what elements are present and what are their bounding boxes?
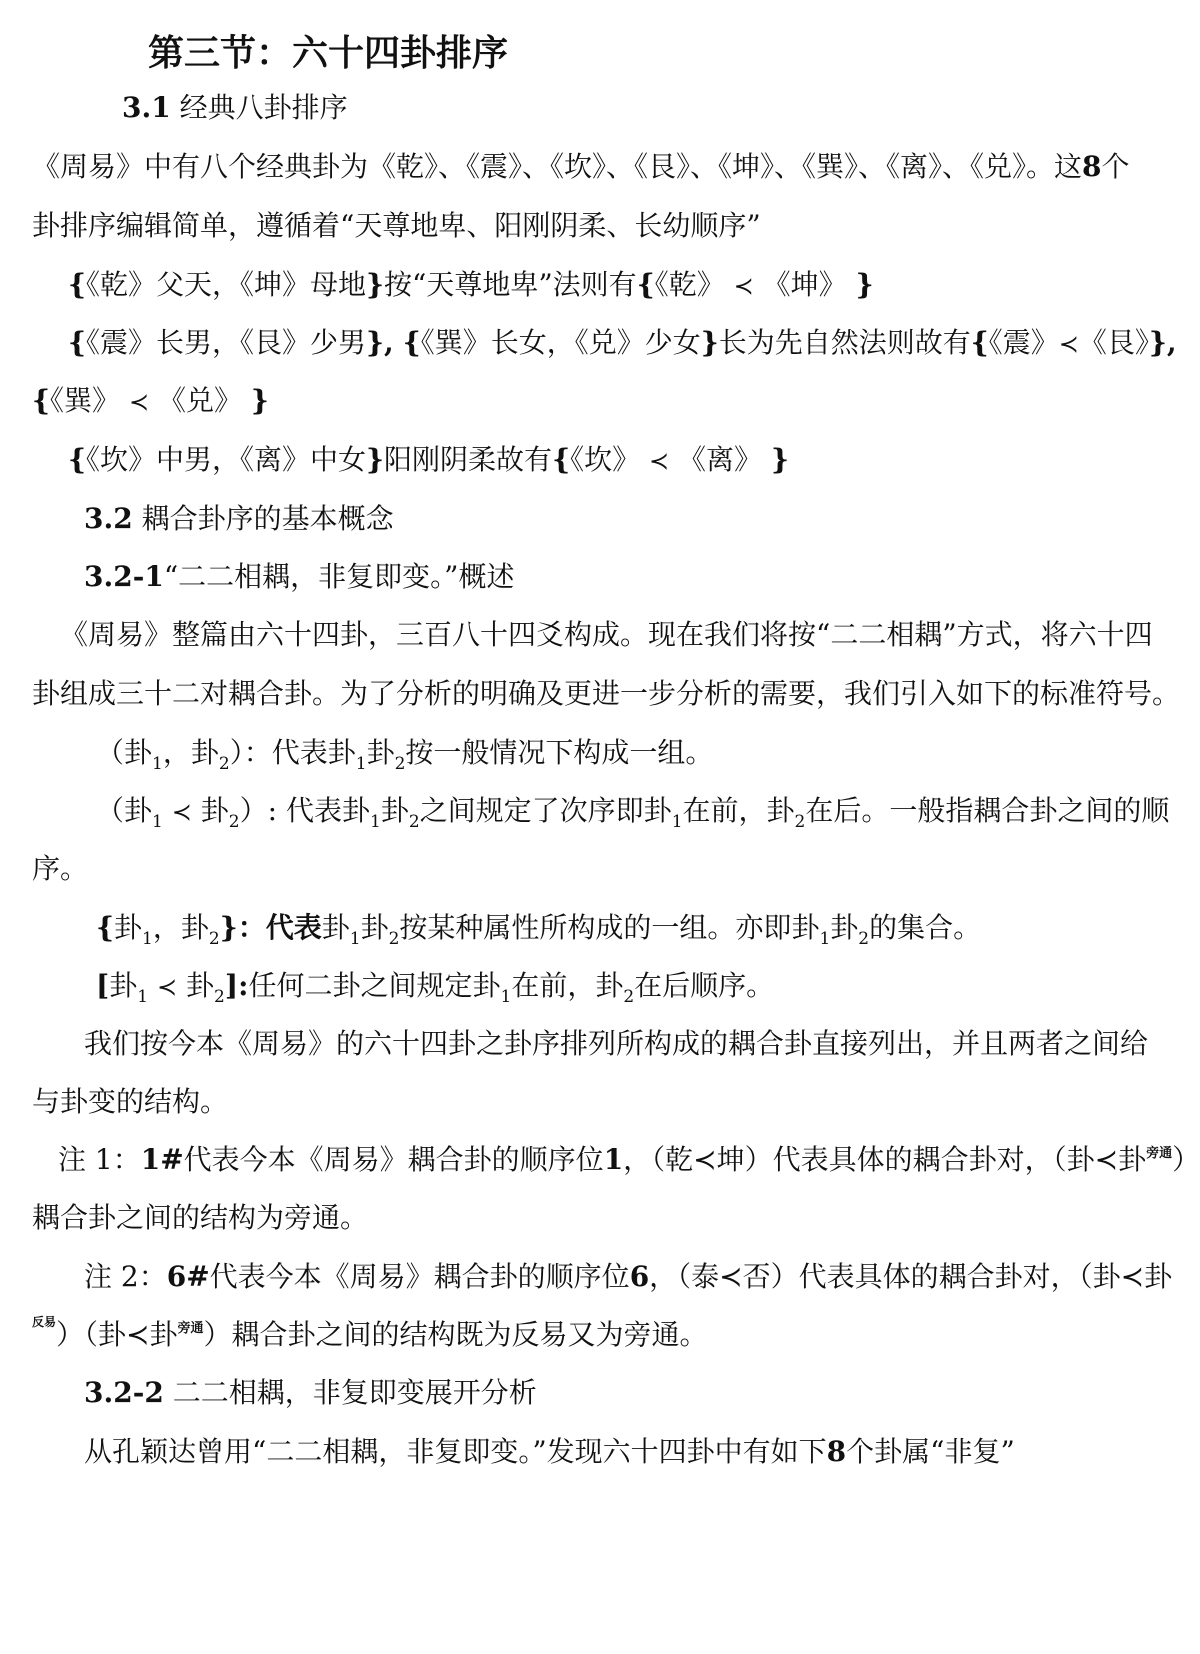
paragraph-1-line-2: 卦排序编辑简单，遵循着“天尊地卑、阳刚阴柔、长幼顺序” (32, 209, 761, 242)
paragraph-2-line-1: 《周易》整篇由六十四卦，三百八十四爻构成。现在我们将按“二二相耦”方式，将六十四 (60, 618, 1153, 651)
note-1-line-1: 注 1：1#代表今本《周易》耦合卦的顺序位1，（乾≺坤）代表具体的耦合卦对，（卦≺卦$^{旁通}$） (58, 1143, 1200, 1176)
paragraph-3-line-2: 与卦变的结构。 (32, 1085, 229, 1118)
heading-3-2: 3.2 耦合卦序的基本概念 (84, 502, 394, 535)
definition-bracket-order: [卦$_1$ ≺ 卦$_2$]:任何二卦之间规定卦$_1$在前，卦$_2$在后顺序。 (96, 969, 775, 1007)
definition-set: {卦$_1$，卦$_2$}：代表卦$_1$卦$_2$按某种属性所构成的一组。亦即卦$_1$卦$_2$的集合。 (96, 911, 982, 949)
definition-ordered-pair-line-1: （卦$_1$ ≺ 卦$_2$）: 代表卦$_1$卦$_2$之间规定了次序即卦$_1$在前，卦$_2$在后。一般指耦合卦之间的顺 (96, 794, 1170, 832)
section-title: 第三节：六十四卦排序 (148, 32, 509, 74)
paragraph-4: 从孔颖达曾用“二二相耦，非复即变。”发现六十四卦中有如下8个卦属“非复” (84, 1435, 1015, 1468)
heading-3-2-1: 3.2-1“二二相耦，非复即变。”概述 (84, 560, 515, 593)
rule-zhen-gen-line-2: {《巽》 ≺ 《兑》 } (32, 384, 269, 417)
definition-unordered-pair: （卦$_1$，卦$_2$）：代表卦$_1$卦$_2$按一般情况下构成一组。 (96, 736, 714, 774)
paragraph-3-line-1: 我们按今本《周易》的六十四卦之卦序排列所构成的耦合卦直接列出，并且两者之间给 (84, 1027, 1149, 1060)
note-2-line-2: $^{反易}$）（卦≺卦$^{旁通}$）耦合卦之间的结构既为反易又为旁通。 (32, 1315, 708, 1351)
heading-3-2-2: 3.2-2 二二相耦，非复即变展开分析 (84, 1376, 537, 1409)
paragraph-1-line-1: 《周易》中有八个经典卦为《乾》、《震》、《坎》、《艮》、《坤》、《巽》、《离》、《兑》。这8个 (32, 150, 1130, 183)
rule-zhen-gen-line-1: {《震》长男，《艮》少男}, {《巽》长女，《兑》少女}长为先自然法则故有{《震》≺《艮》}, (68, 326, 1177, 359)
heading-3-1: 3.1 经典八卦排序 (122, 91, 348, 124)
rule-kan-li: {《坎》中男，《离》中女}阳刚阴柔故有{《坎》 ≺ 《离》 } (68, 443, 789, 476)
rule-qian-kun: {《乾》父天，《坤》母地}按“天尊地卑”法则有{《乾》 ≺ 《坤》 } (68, 268, 874, 301)
paragraph-2-line-2: 卦组成三十二对耦合卦。为了分析的明确及更进一步分析的需要，我们引入如下的标准符号。 (32, 677, 1181, 710)
note-1-line-2: 耦合卦之间的结构为旁通。 (32, 1201, 369, 1234)
definition-ordered-pair-line-2: 序。 (32, 852, 89, 885)
note-2-line-1: 注 2：6#代表今本《周易》耦合卦的顺序位6，（泰≺否）代表具体的耦合卦对，（卦≺卦 (84, 1260, 1173, 1293)
